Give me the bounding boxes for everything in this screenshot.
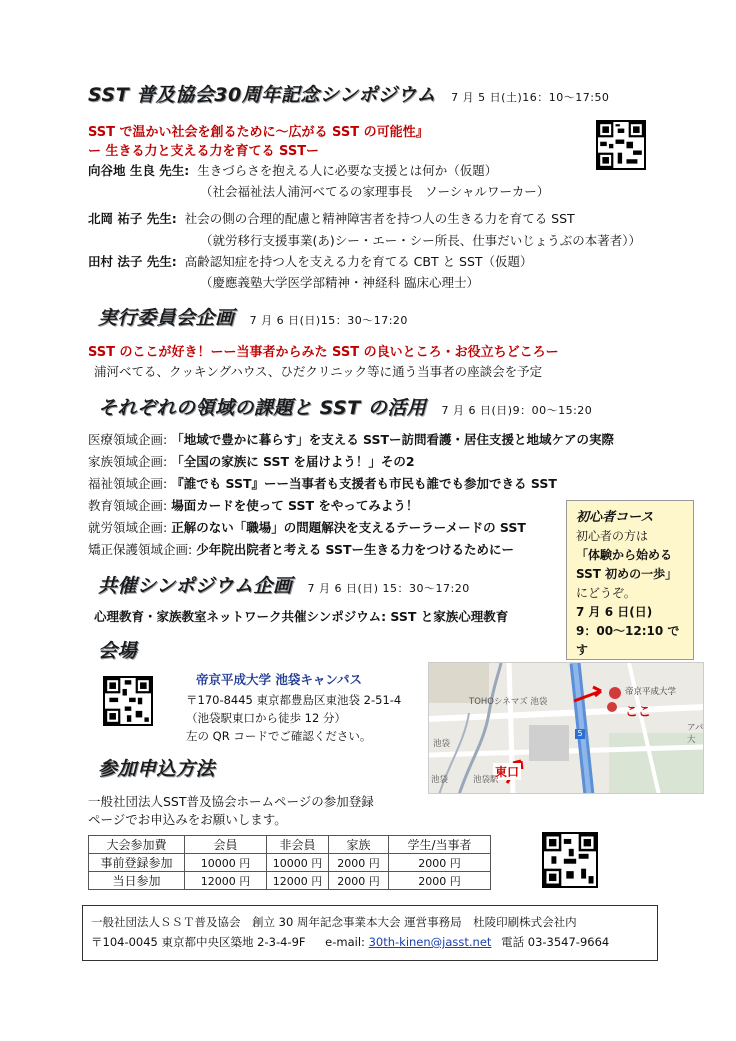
footer-email-label: e-mail: <box>325 935 365 949</box>
venue-qr-note: 左の QR コードでご確認ください。 <box>186 729 372 743</box>
fee-cell: 2000 円 <box>329 872 389 890</box>
footer-email-link[interactable]: 30th-kinen@jasst.net <box>368 935 492 949</box>
beginner-line: SST 初めの一歩」 <box>576 567 678 581</box>
speaker-3 <box>88 252 533 270</box>
committee-description: 浦河べてる、クッキングハウス、ひだクリニック等に通う当事者の座談会を予定 <box>94 364 543 379</box>
field-item <box>88 452 415 470</box>
qr-pattern-icon <box>105 678 151 724</box>
field-item <box>88 496 418 514</box>
fee-header-cell: 学生/当事者 <box>389 836 491 854</box>
fee-table <box>88 835 491 890</box>
field-item-text: 場面カードを使って SST をやってみよう！ <box>171 498 419 513</box>
field-item <box>88 540 514 558</box>
symposium-date: 7 月 5 日(土)16：10～17:50 <box>451 91 610 104</box>
speaker-1-affiliation: （社会福祉法人浦河べてるの家理事長 ソーシャルワーカー） <box>200 184 550 199</box>
footer-phone: 電話 03-3547-9664 <box>501 935 610 949</box>
footer-contact-box <box>82 905 658 961</box>
symposium-theme-main: SST で温かい社会を創るために～広がる SST の可能性』 <box>88 125 429 140</box>
fee-cell: 当日参加 <box>89 872 185 890</box>
fee-header-cell: 非会員 <box>267 836 329 854</box>
speaker-1 <box>88 161 497 179</box>
footer-organizer: 一般社団法人ＳＳＴ普及協会 創立 30 周年記念事業本大会 運営事務局 杜陵印刷株式会社内 <box>91 915 577 929</box>
field-item-label: 家族領域企画: <box>88 454 168 469</box>
field-item-label: 教育領域企画: <box>88 498 168 513</box>
committee-theme: SST のここが好き！ーー当事者からみた SST の良いところ・お役立ちどころー <box>88 345 559 360</box>
field-item-text: 『誰でも SST』ーー当事者も支援者も市民も誰でも参加できる SST <box>171 476 557 491</box>
speaker-3-affiliation: （慶應義塾大学医学部精神・神経科 臨床心理士） <box>200 275 479 290</box>
field-item <box>88 474 557 492</box>
field-item-label: 矯正保護領域企画: <box>88 542 193 557</box>
fee-cell: 10000 円 <box>185 854 267 872</box>
fee-cell: 12000 円 <box>185 872 267 890</box>
map-label-ikebukuro: 池袋 <box>431 775 449 785</box>
fee-cell: 2000 円 <box>389 854 491 872</box>
map-label-toho: TOHOシネマズ 池袋 <box>469 697 548 707</box>
fee-cell: 2000 円 <box>389 872 491 890</box>
venue-name: 帝京平成大学 池袋キャンパス <box>196 672 362 687</box>
speaker-2-affiliation: （就労移行支援事業(あ)シー・エー・シー所長、仕事だいじょうぶの本著者）） <box>200 233 642 248</box>
field-item-text: 少年院出院者と考える SSTー生きる力をつけるためにー <box>196 542 515 557</box>
fee-header-cell: 会員 <box>185 836 267 854</box>
footer-address: 〒104-0045 東京都中央区築地 2-3-4-9F <box>91 935 306 949</box>
qr-pattern-icon <box>598 122 644 168</box>
speaker-2-name: 北岡 祐子 先生: <box>88 211 177 226</box>
speaker-3-name: 田村 法子 先生: <box>88 254 177 269</box>
symposium-theme-sub: ー 生きる力と支える力を育てる SSTー <box>88 144 320 159</box>
map-graphic <box>429 663 704 794</box>
symposium-qr-code[interactable] <box>596 120 646 170</box>
field-item-label: 福祉領域企画: <box>88 476 168 491</box>
symposium-title: SST 普及協会30周年記念シンポジウム 7 月 5 日(土)16：10～17:50 <box>88 84 610 106</box>
committee-date: 7 月 6 日(日)15：30～17:20 <box>249 314 408 327</box>
committee-title: 実行委員会企画 7 月 6 日(日)15：30～17:20 <box>98 307 408 329</box>
venue-map[interactable] <box>428 662 704 794</box>
fee-cell: 10000 円 <box>267 854 329 872</box>
fee-cell: 事前登録参加 <box>89 854 185 872</box>
venue-address: 〒170-8445 東京都豊島区東池袋 2-51-4 <box>186 693 402 707</box>
fields-title: それぞれの領域の課題と SST の活用 7 月 6 日(日)9：00～15:20 <box>98 397 593 419</box>
beginner-line: 初心者の方は <box>576 529 649 543</box>
speaker-1-topic: 生きづらさを抱える人に必要な支援とは何か（仮題） <box>197 163 498 178</box>
fee-table-row <box>89 854 491 872</box>
field-item-text: 「全国の家族に SST を届けよう！」その2 <box>171 454 415 469</box>
beginner-line: 9：00～12:10 です <box>576 624 680 657</box>
fee-table-header <box>89 836 491 854</box>
fee-header-cell: 家族 <box>329 836 389 854</box>
map-label-here: ここ <box>625 705 652 720</box>
fee-cell: 2000 円 <box>329 854 389 872</box>
map-route-number: 5 <box>577 729 583 738</box>
venue-qr-code[interactable] <box>103 676 153 726</box>
registration-qr-code[interactable] <box>542 832 598 888</box>
fee-cell: 12000 円 <box>267 872 329 890</box>
beginner-line: 「体験から始める <box>576 548 673 562</box>
beginner-title: 初心者コース <box>576 510 654 525</box>
speaker-2-topic: 社会の側の合理的配慮と精神障害者を持つ人の生きる力を育てる SST <box>184 211 575 226</box>
registration-description: 一般社団法人SST普及協会ホームページの参加登録 <box>88 794 374 809</box>
map-label-university: 帝京平成大学 <box>625 687 677 697</box>
field-item-text: 正解のない「職場」の問題解決を支えるテーラーメードの SST <box>171 520 526 535</box>
beginner-line: にどうぞ。 <box>576 586 636 600</box>
footer-contact-line <box>91 932 649 952</box>
registration-description: ページでお申込みをお願いします。 <box>88 812 287 827</box>
field-item <box>88 430 614 448</box>
fields-date: 7 月 6 日(日)9：00～15:20 <box>441 404 593 417</box>
fee-table-row <box>89 872 491 890</box>
fee-header-cell: 大会参加費 <box>89 836 185 854</box>
field-item <box>88 518 526 536</box>
map-label-ikebukuro: 池袋 <box>433 739 451 749</box>
cosponsor-title: 共催シンポジウム企画 7 月 6 日(日) 15：30～17:20 <box>98 575 470 597</box>
qr-pattern-icon <box>544 834 596 886</box>
map-label-east-exit: 東口 <box>495 765 520 779</box>
registration-title: 参加申込方法 <box>98 758 216 780</box>
field-item-label: 就労領域企画: <box>88 520 168 535</box>
speaker-2 <box>88 209 575 227</box>
field-item-label: 医療領域企画: <box>88 432 168 447</box>
beginner-course-callout <box>566 500 694 660</box>
beginner-line: 7 月 6 日(日) <box>576 605 653 619</box>
cosponsor-date: 7 月 6 日(日) 15：30～17:20 <box>307 582 470 595</box>
speaker-3-topic: 高齢認知症を持つ人を支える力を育てる CBT と SST（仮題） <box>184 254 533 269</box>
map-label-oo: 大 <box>687 735 696 745</box>
map-label-apa: アパ <box>687 723 704 733</box>
venue-access: （池袋駅東口から徒歩 12 分） <box>186 711 346 725</box>
speaker-1-name: 向谷地 生良 先生: <box>88 163 190 178</box>
cosponsor-description: 心理教育・家族教室ネットワーク共催シンポジウム: SST と家族心理教育 <box>94 609 509 624</box>
venue-title: 会場 <box>98 640 138 662</box>
field-item-text: 「地域で豊かに暮らす」を支える SSTー訪問看護・居住支援と地域ケアの実際 <box>171 432 615 447</box>
map-label-station: 池袋駅 <box>473 775 499 785</box>
